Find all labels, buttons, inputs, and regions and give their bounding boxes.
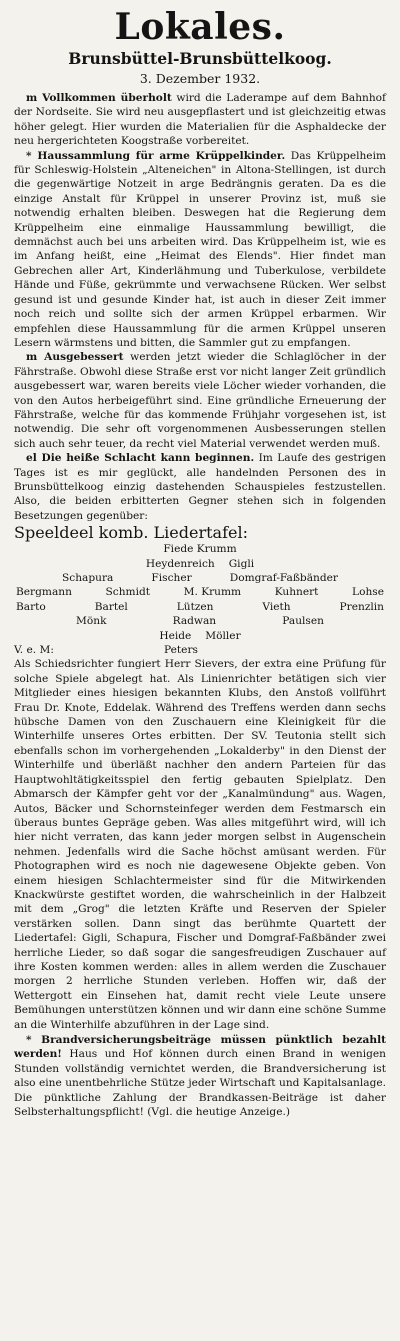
player-name: Schapura xyxy=(62,572,114,584)
article-brandversicherung xyxy=(14,1033,386,1119)
lineup-row xyxy=(14,557,386,571)
team2-label: V. e. M: xyxy=(14,644,54,657)
article-lead: m Ausgebessert xyxy=(26,351,124,364)
player-name: Kuhnert xyxy=(274,586,319,599)
player-name: Lohse xyxy=(352,586,384,599)
player-name: Paulsen xyxy=(282,615,324,628)
player-name: Gigli xyxy=(228,557,255,570)
article-body: Im Laufe des gestrigen Tages ist es mir geglückt, alle handelnden Personen des in Brunsbüttelkoog einzig dastehenden Schauspieles festzustellen. Also, die beiden erbitterten Gegner stehen sich in folgenden Besetzungen gegenüber: xyxy=(14,452,387,522)
article-body: Als Schiedsrichter fungiert Herr Sievers, der extra eine Prüfung für solche Spiele abgelegt hat. Als Linienrichter betätigen sich vier Mitglieder eines hiesigen bekannten Klubs, den Anstoß vollführt Frau Dr. Knote, Eddelak. Während des Treffens werden dann sechs hübsche Damen von den Zuschauern eine Kleinigkeit für die Winterhilfe unseres Ortes erbitten. Der SV. Teutonia stellt sich ebenfalls schon im vorhergehenden „Lokalderby" in den Dienst der Winterhilfe und überläßt nachher den andern Parteien für das Hauptwohltätigkeitsspiel den fertig gebauten Spielplatz. Den Abmarsch der Kämpfer geht vor der „Kanalmündung" aus. Wagen, Autos, Bäcker und Schornsteinfeger werden dem Festmarsch ein überaus buntes Gepräge geben. Was alles mitgeführt wird, will ich hier nicht verraten, das kann jeder morgen selbst in Augenschein nehmen. Jedenfalls wird die Sache höchst amüsant werden. Für Photographen wird es noch nie dagewesene Objekte geben. Von einem hiesigen Schlachtermeister sind für die Mitwirkenden Knackwürste gestiftet worden, die wahrscheinlich in der Halbzeit mit dem „Grog" die letzten Kräfte und Reserven der Spieler verstärken sollen. Dann singt das berühmte Quartett der Liedertafel: Gigli, Schapura, Fischer und Domgraf-Faßbänder zwei herrliche Lieder, so daß sogar die sangesfreudigen Zuschauer auf ihre Kosten kommen werden: alles in allem werden die Zuschauer morgen 2 herrliche Stunden verleben. Hoffen wir, daß der Wettergott ein Einsehen hat, damit recht viele Leute unsere Bemühungen unterstützen können und wir dann eine schöne Summe an die Winterhilfe abzuführen in der Lage sind. xyxy=(14,658,386,1031)
player-name: Prenzlin xyxy=(339,600,384,613)
article-intro xyxy=(14,451,386,523)
team1-lineup xyxy=(14,542,386,643)
article-faehrstrasse xyxy=(14,350,386,451)
lineup-row xyxy=(14,542,386,556)
lineup-row xyxy=(14,571,386,585)
player-name: Mönk xyxy=(76,615,107,628)
article-laderampe xyxy=(14,91,386,149)
article-lead: m Vollkommen überholt xyxy=(26,92,172,104)
article-haussammlung xyxy=(14,149,386,351)
player-name: Radwan xyxy=(172,615,217,628)
lineup-row xyxy=(14,614,386,628)
article-lead: * Brandversicherungsbeiträge müssen pünktlich bezahlt werden! xyxy=(14,1034,386,1061)
team2-lineup xyxy=(14,643,386,657)
player-name: Lützen xyxy=(176,600,214,613)
player-name: Bartel xyxy=(94,600,128,613)
lineup-row xyxy=(14,600,386,614)
player-name: Möller xyxy=(205,629,241,642)
article-body: Das Krüppelheim für Schleswig-Holstein „Alteneichen" in Altona-Stellingen, ist durch die gegenwärtige Notzeit in arge Bedrängnis geraten. Da es die einzige Anstalt für Krüppel in unserer Provinz ist, muß sie notwendig erhalten bleiben. Deswegen hat die Regierung dem Krüppelheim eine einmalige Haussammlung bewilligt, die demnächst auch bei uns arbeiten wird. Das Krüppelheim ist, wie es im Anfang heißt, eine „Heimat des Elends". Hier findet man Gebrechen aller Art, Kinderlähmung und Tuberkulose, verbildete Hände und Füße, gekrümmte und verwachsene Rücken. Wer selbst gesund ist und gesunde Kinder hat, ist auch in dieser Zeit immer noch reich und sollte sich der armen Krüppel erbarmen. Wir empfehlen diese Haussammlung für die armen Krüppel unseren Lesern wärmstens und bitten, die Sammler gut zu empfangen. xyxy=(14,149,387,349)
article-lead: el Die heiße Schlacht kann beginnen. xyxy=(26,452,255,465)
player-name: Fischer xyxy=(151,572,192,584)
dateline: 3. Dezember 1932. xyxy=(139,71,261,86)
team1-label: Speeldeel komb. Liedertafel: xyxy=(14,523,248,543)
article-body: Haus und Hof können durch einen Brand in wenigen Stunden vollständig vernichtet werden, die Brandversicherung ist also eine unentbehrliche Stütze jeder Wirtschaft und Kapitalsanlage. Die pünktliche Zahlung der Brandkassen-Beiträge ist daher Selbsterhaltungspflicht! (Vgl. die heutige Anzeige.) xyxy=(14,1048,386,1119)
article-body: wird die Laderampe auf dem Bahnhof der Nordseite. Sie wird neu ausgepflastert und ist gleichzeitig etwas höher gelegt. Hier wurden die Materialien für die Asphaldecke der neu hergerichteten Koogstraße vorbereitet. xyxy=(14,92,386,148)
player-name: Schmidt xyxy=(105,586,151,599)
player-name: Barto xyxy=(16,600,46,613)
player-name: Bergmann xyxy=(16,586,72,599)
lineup-row xyxy=(14,629,386,643)
article-schlacht xyxy=(14,451,386,1032)
player-name: M. Krumm xyxy=(183,586,242,599)
article-body: werden jetzt wieder die Schlaglöcher in der Fährstraße. Obwohl diese Straße erst vor nicht langer Zeit gründlich ausgebessert war, waren bereits viele Löcher wieder vorhanden, die von den Autos herbeigeführt sind. Eine gründliche Erneuerung der Fährstraße, welche für das kommende Frühjahr vorgesehen ist, ist notwendig. Die sehr oft vorgenommenen Ausbesserungen stellen sich auch sehr teuer, da recht viel Material verwendet werden muß. xyxy=(14,351,386,450)
player-name: Vieth xyxy=(262,600,291,613)
player-name: Fiede Krumm xyxy=(163,543,237,556)
masthead: Lokales. xyxy=(114,6,286,48)
player-name: Peters xyxy=(164,644,198,657)
player-name: Domgraf-Faßbänder xyxy=(229,572,338,584)
article-lead: * Haussammlung für arme Krüppelkinder. xyxy=(26,149,286,162)
player-name: Heide xyxy=(159,629,192,642)
lineup-row xyxy=(14,585,386,599)
player-name: Heydenreich xyxy=(145,557,215,570)
section-subhead: Brunsbüttel-Brunsbüttelkoog. xyxy=(68,49,332,68)
